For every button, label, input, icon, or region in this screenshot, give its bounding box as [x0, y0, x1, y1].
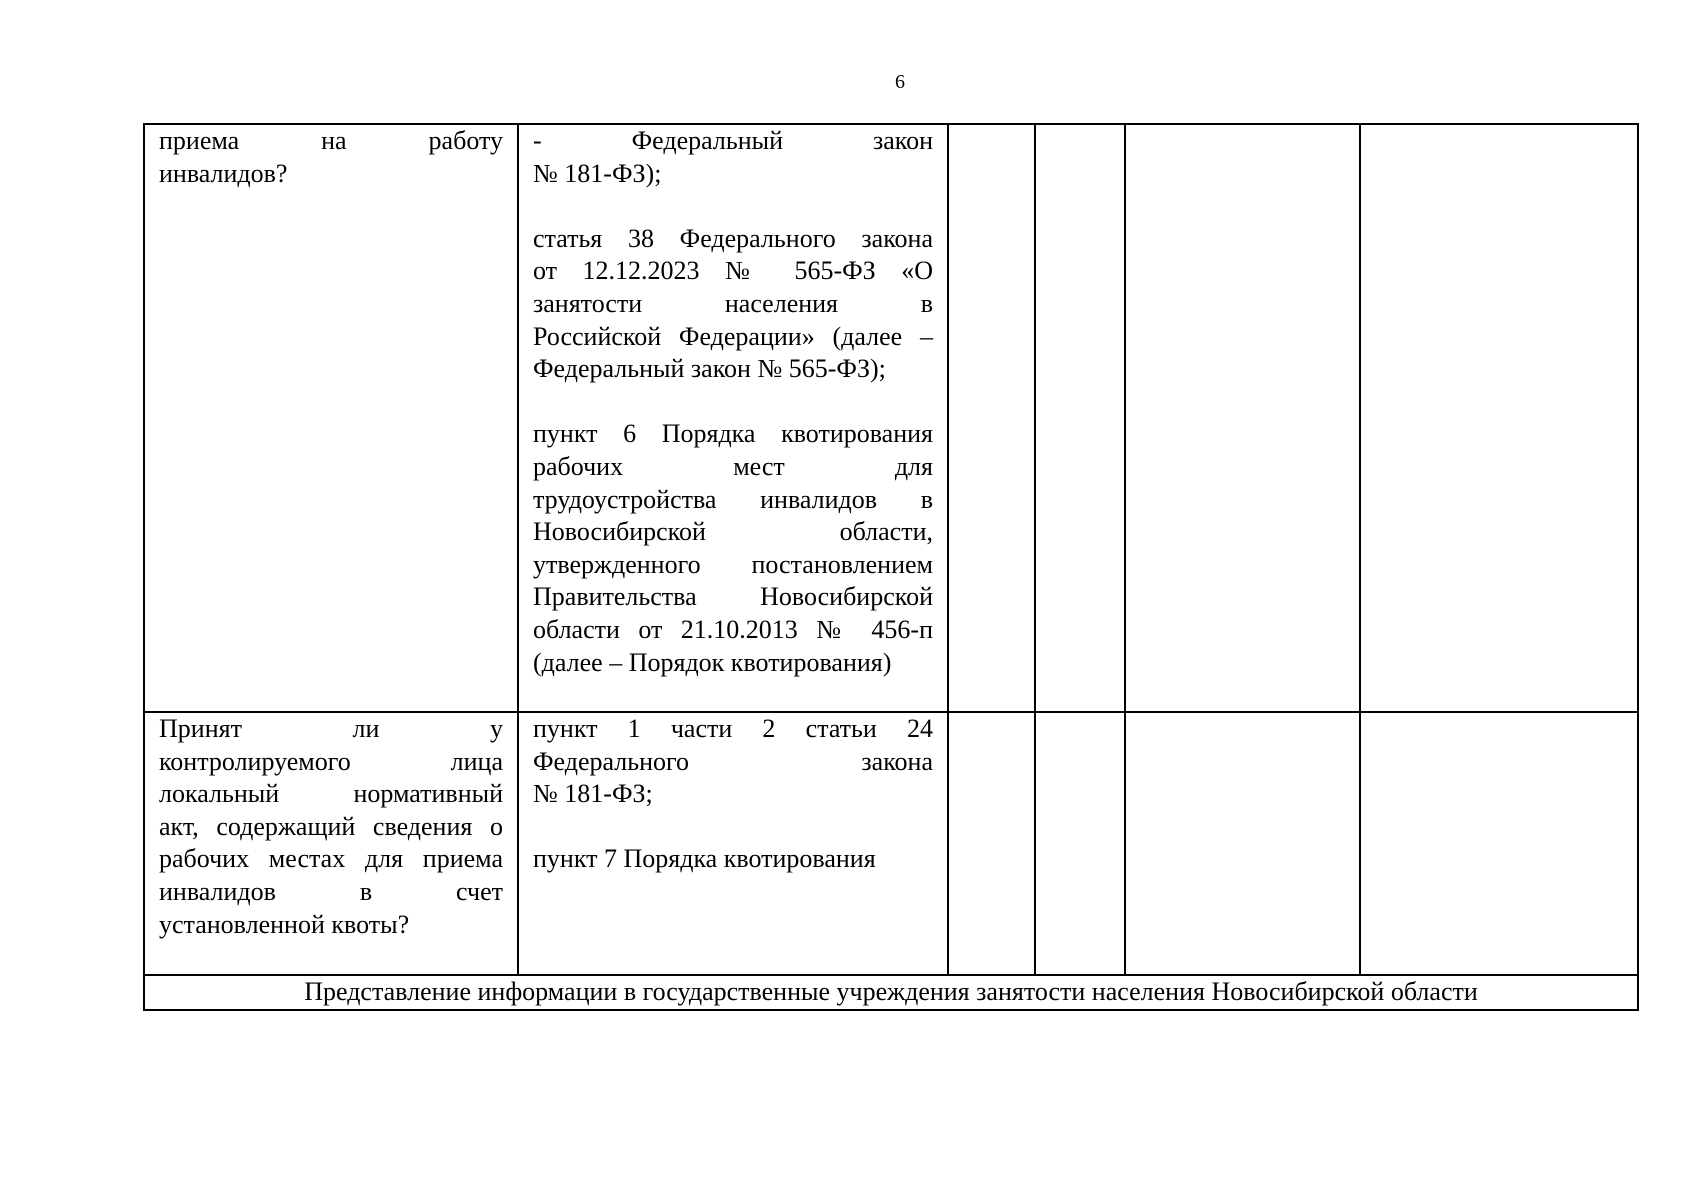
- question-line: инвалидов в счет: [159, 876, 503, 906]
- legal-basis-line: утвержденного постановлением: [533, 549, 933, 579]
- legal-basis-line: рабочих мест для: [533, 451, 933, 481]
- note-cell: [1360, 712, 1638, 975]
- legal-basis-paragraph: [533, 713, 933, 811]
- question-line: контролируемого лица: [159, 746, 503, 776]
- question-line: установленной квоты?: [159, 909, 410, 939]
- legal-basis-line: пункт 7 Порядка квотирования: [533, 844, 876, 874]
- legal-basis-line: пункт 1 части 2 статьи 24: [533, 714, 933, 743]
- answer-yes-cell: [948, 124, 1035, 712]
- legal-basis-line: - Федеральный закон: [533, 126, 933, 155]
- legal-basis-paragraph: [533, 418, 933, 679]
- legal-basis-line: (далее – Порядок квотирования): [533, 647, 892, 677]
- legal-basis-text: [519, 125, 947, 679]
- page-number: 6: [895, 71, 905, 93]
- table-row: [144, 124, 1638, 712]
- answer-no-cell: [1035, 124, 1125, 712]
- answer-no-cell: [1035, 712, 1125, 975]
- question-cell: [144, 712, 518, 975]
- question-text: [145, 713, 517, 941]
- question-line: акт, содержащий сведения о: [159, 811, 503, 841]
- legal-basis-line: от 12.12.2023 № 565-ФЗ «О: [533, 256, 933, 286]
- table-row: [144, 712, 1638, 975]
- note-cell: [1360, 124, 1638, 712]
- legal-basis-cell: [518, 124, 948, 712]
- legal-basis-line: Федерального закона: [533, 746, 933, 776]
- legal-basis-line: занятости населения в: [533, 288, 933, 318]
- legal-basis-cell: [518, 712, 948, 975]
- section-heading-row: [144, 975, 1638, 1010]
- legal-basis-paragraph: [533, 843, 933, 876]
- question-text: [145, 125, 517, 190]
- answer-yes-cell: [948, 712, 1035, 975]
- question-line: локальный нормативный: [159, 779, 503, 809]
- question-line: рабочих местах для приема: [159, 844, 503, 874]
- checklist-table: [143, 123, 1639, 1011]
- legal-basis-line: № 181-ФЗ);: [533, 158, 662, 188]
- legal-basis-line: пункт 6 Порядка квотирования: [533, 419, 933, 449]
- legal-basis-line: Новосибирской области,: [533, 517, 933, 547]
- legal-basis-line: области от 21.10.2013 № 456-п: [533, 614, 933, 644]
- not-applicable-cell: [1125, 124, 1360, 712]
- legal-basis-line: Правительства Новосибирской: [533, 582, 933, 612]
- legal-basis-line: трудоустройства инвалидов в: [533, 484, 933, 514]
- question-line: Принят ли у: [159, 714, 503, 743]
- question-line: инвалидов?: [159, 158, 288, 188]
- section-heading: Представление информации в государственные учреждения занятости населения Новосибирской области: [144, 975, 1638, 1010]
- legal-basis-line: Российской Федерации» (далее –: [533, 321, 933, 351]
- not-applicable-cell: [1125, 712, 1360, 975]
- question-line: приема на работу: [159, 126, 503, 155]
- question-cell: [144, 124, 518, 712]
- legal-basis-line: № 181-ФЗ;: [533, 779, 653, 809]
- legal-basis-line: статья 38 Федерального закона: [533, 223, 933, 253]
- legal-basis-line: Федеральный закон № 565-ФЗ);: [533, 354, 886, 384]
- legal-basis-text: [519, 713, 947, 876]
- legal-basis-paragraph: [533, 223, 933, 386]
- legal-basis-paragraph: [533, 125, 933, 190]
